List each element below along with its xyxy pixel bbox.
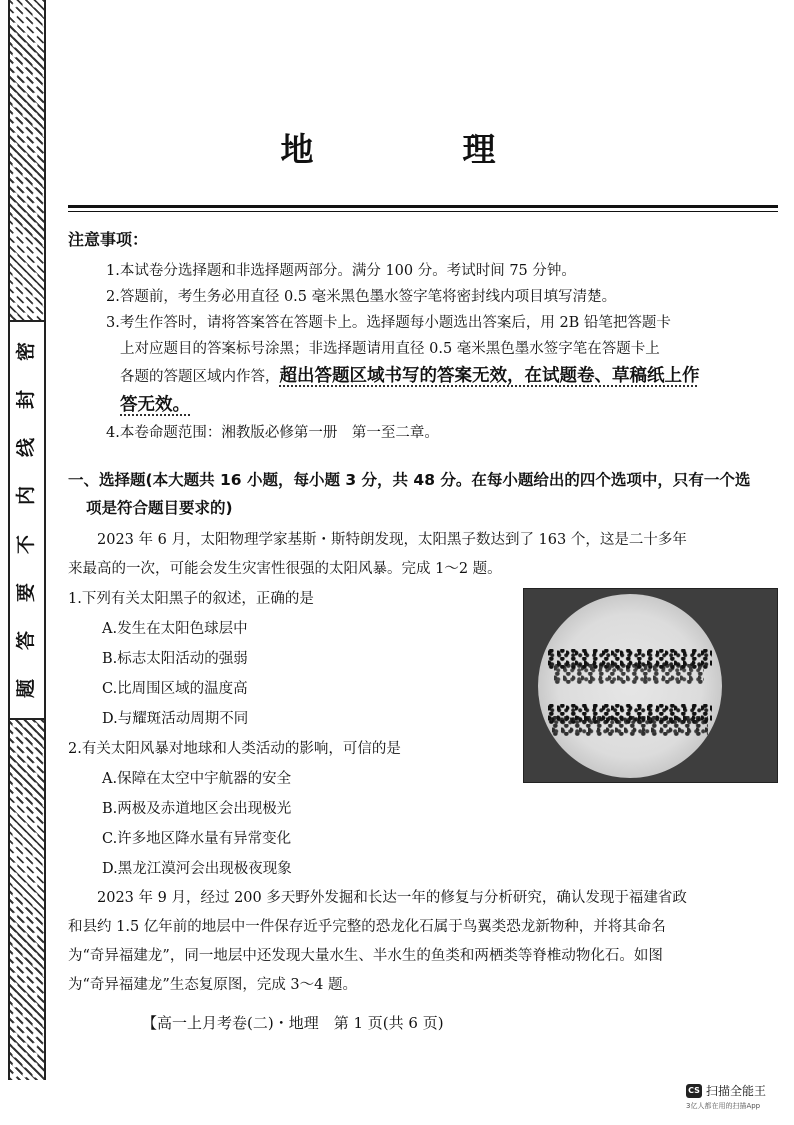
notice-text: 各题的答题区域内作答， (120, 369, 280, 385)
notice-item: 1.本试卷分选择题和非选择题两部分。满分 100 分。考试时间 75 分钟。 (106, 263, 576, 279)
notice-item: 3.考生作答时，请将答案答在答题卡上。选择题每小题选出答案后，用 2B 铅笔把答题卡 (106, 315, 671, 331)
option: B.两极及赤道地区会出现极光 (102, 801, 292, 817)
seal-char: 不 (15, 534, 38, 554)
material-paragraph-cont: 为“奇异福建龙”，同一地层中还发现大量水生、半水生的鱼类和两栖类等脊椎动物化石。如图 (68, 948, 663, 964)
option: B.标志太阳活动的强弱 (102, 651, 248, 667)
notice-heading: 注意事项： (68, 230, 149, 249)
question-2: 2.有关太阳风暴对地球和人类活动的影响，可信的是 (68, 741, 401, 757)
cs-logo-icon: CS (686, 1084, 702, 1098)
emphasis-text: 超出答题区域书写的答案无效，在试题卷、草稿纸上作 (279, 366, 700, 386)
section-heading (68, 466, 780, 522)
scanner-name: 扫描全能王 (706, 1084, 767, 1098)
option: C.比周围区域的温度高 (102, 681, 248, 697)
scanner-watermark (686, 1082, 766, 1099)
seal-char: 要 (15, 582, 38, 602)
section-heading-cont: 项是符合题目要求的) (86, 499, 233, 517)
seal-char: 封 (15, 390, 38, 410)
emphasis-text: 答无效。 (120, 395, 190, 415)
option: D.黑龙江漠河会出现极夜现象 (102, 861, 292, 877)
notice-list (68, 258, 780, 446)
section-heading-text: 一、选择题(本大题共 16 小题，每小题 3 分，共 48 分。在每小题给出的四个选项中，只有一个选 (68, 471, 751, 489)
seal-char: 线 (15, 438, 38, 458)
option: C.许多地区降水量有异常变化 (102, 831, 292, 847)
notice-item-cont: 上对应题目的答案标号涂黑；非选择题请用直径 0.5 毫米黑色墨水签字笔在答题卡上 (120, 341, 660, 357)
material-paragraph-cont: 和县约 1.5 亿年前的地层中一件保存近乎完整的恐龙化石属于鸟翼类恐龙新物种，并将其命名 (68, 919, 666, 935)
notice-item: 2.答题前，考生务必用直径 0.5 毫米黑色墨水签字笔将密封线内项目填写清楚。 (106, 289, 617, 305)
scanner-tagline: 3亿人都在用的扫描App (686, 1102, 761, 1110)
material-paragraph: 2023 年 6 月，太阳物理学家基斯・斯特朗发现，太阳黑子数达到了 163 个，这是二十多年 (97, 532, 687, 548)
seal-char: 答 (15, 630, 38, 650)
material-paragraph-cont: 来最高的一次，可能会发生灾害性很强的太阳风暴。完成 1～2 题。 (68, 561, 502, 577)
title-divider (68, 205, 778, 208)
seal-line-notice (10, 320, 44, 720)
seal-char: 题 (15, 678, 38, 698)
option: A.保障在太空中宇航器的安全 (102, 771, 292, 787)
sunspot-band-south-2 (552, 716, 708, 736)
page-title: 地 理 (280, 130, 554, 169)
title-divider-thin (68, 211, 778, 212)
page-footer: 【高一上月考卷(二)・地理 第 1 页(共 6 页) (142, 1014, 444, 1032)
notice-item: 4.本卷命题范围：湘教版必修第一册 第一至二章。 (106, 425, 439, 441)
sun-disk (538, 594, 722, 778)
option: D.与耀斑活动周期不同 (102, 711, 249, 727)
notice-item-cont (106, 391, 780, 420)
seal-char: 内 (15, 486, 38, 506)
sunspot-band-north-2 (554, 664, 704, 684)
notice-item-cont (106, 362, 780, 391)
sunspot-photo (523, 588, 778, 783)
material-paragraph-cont: 为“奇异福建龙”生态复原图，完成 3～4 题。 (68, 977, 357, 993)
seal-char: 密 (15, 341, 38, 362)
question-1: 1.下列有关太阳黑子的叙述，正确的是 (68, 591, 314, 607)
option: A.发生在太阳色球层中 (102, 621, 248, 637)
material-paragraph: 2023 年 9 月，经过 200 多天野外发掘和长达一年的修复与分析研究，确认发现于福建省政 (97, 890, 687, 906)
